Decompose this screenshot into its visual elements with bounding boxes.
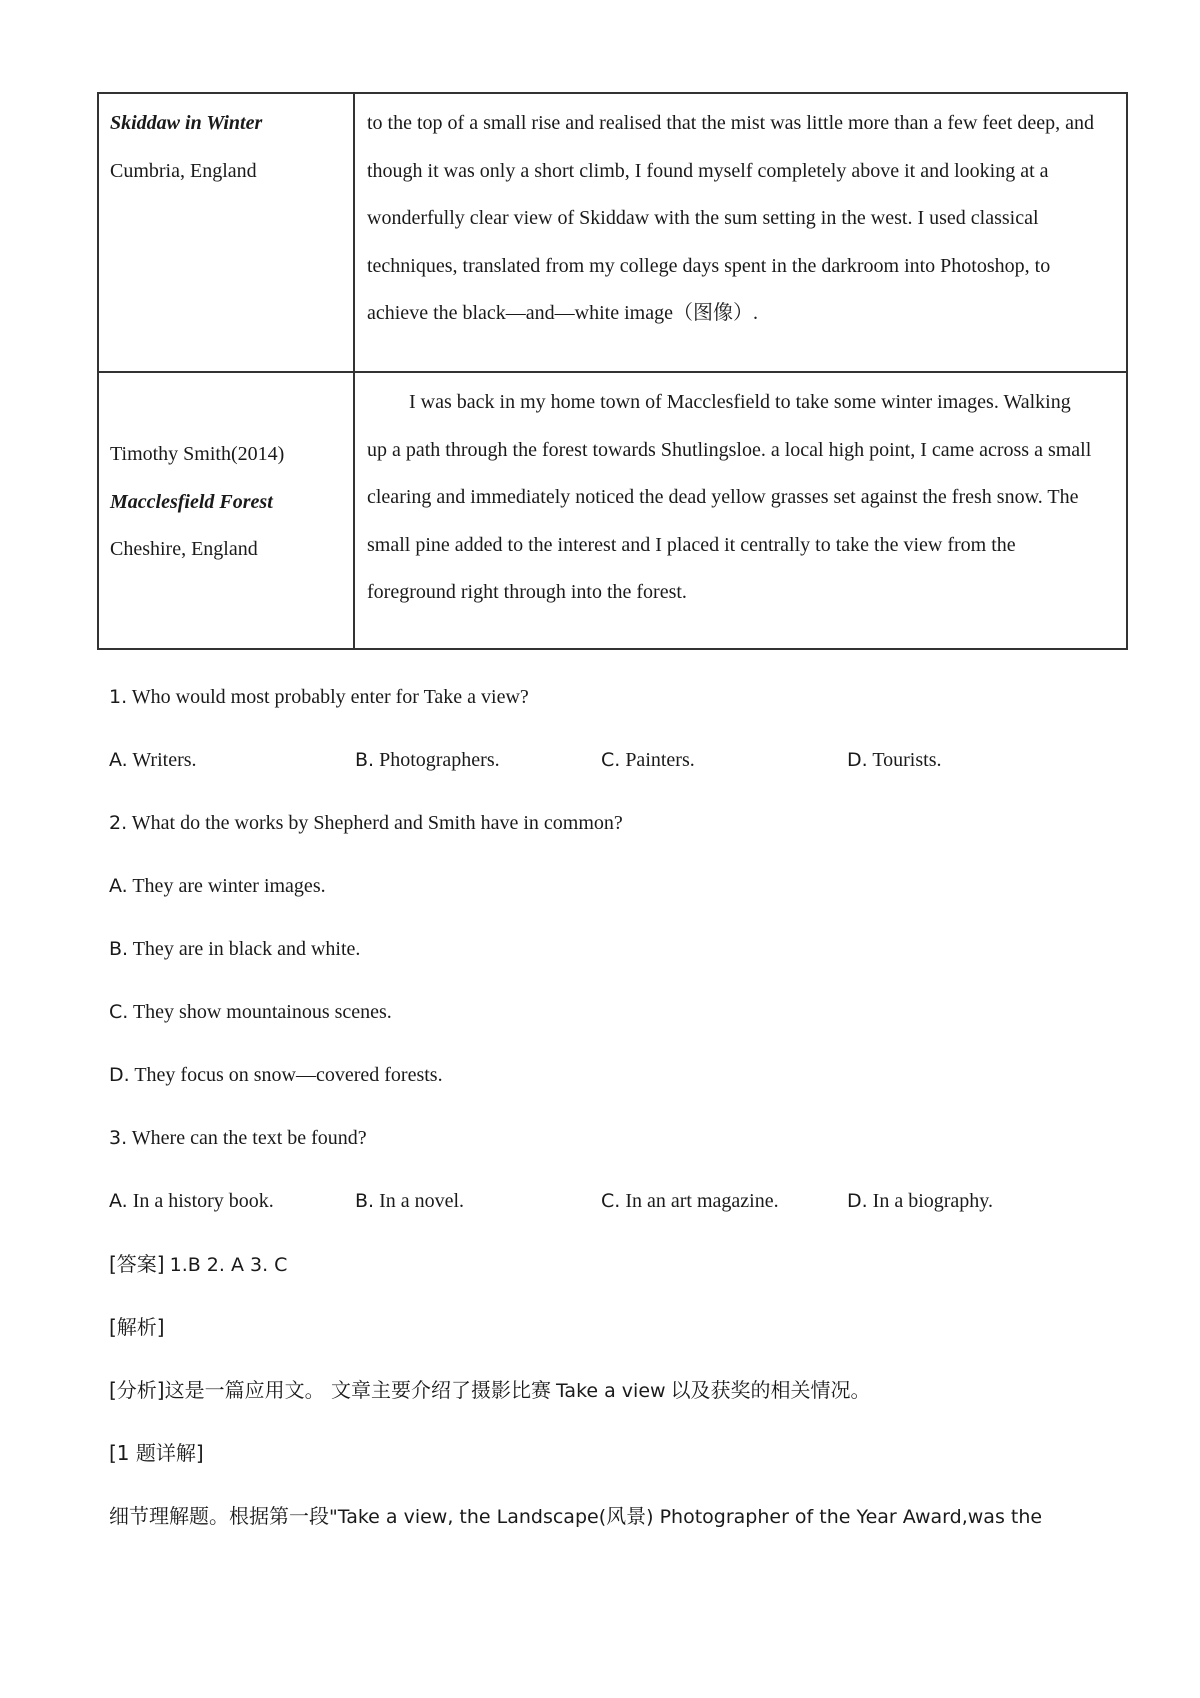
option-d — [109, 1061, 443, 1089]
work-title: Skiddaw in Winter — [110, 112, 263, 134]
option-letter: D. — [847, 749, 868, 771]
question-text: What do the works by Shepherd and Smith have in common? — [131, 812, 623, 834]
option-text: In a novel. — [379, 1190, 465, 1212]
detail-1-label: [1 题详解] — [109, 1441, 204, 1465]
option-letter: C. — [601, 749, 621, 771]
option-a — [109, 872, 326, 900]
answer-value: 1.B 2. A 3. C — [169, 1254, 288, 1276]
table-row — [98, 372, 1127, 649]
question-text: Where can the text be found? — [131, 1127, 367, 1149]
question-2 — [109, 809, 623, 837]
analysis-label: [解析] — [109, 1315, 165, 1339]
option-c — [601, 746, 695, 774]
option-letter: B. — [355, 749, 375, 771]
option-letter: C. — [109, 1001, 129, 1023]
option-letter: B. — [355, 1190, 375, 1212]
question-text: Who would most probably enter for Take a view? — [131, 686, 529, 708]
detail-1-quote-end: ) Photographer of the Year Award,was the — [646, 1506, 1043, 1528]
question-number: 3. — [109, 1127, 128, 1149]
description-line: though it was only a short climb, I found myself completely above it and looking at a — [367, 159, 1049, 182]
option-d — [847, 746, 941, 774]
option-text: They show mountainous scenes. — [132, 1001, 392, 1023]
option-c — [109, 998, 392, 1026]
option-c — [601, 1187, 779, 1215]
detail-1-quote-cn: 风景 — [606, 1504, 647, 1528]
summary-term: Take a view — [555, 1380, 666, 1402]
summary-text: 这是一篇应用文。 文章主要介绍了摄影比赛 — [164, 1378, 551, 1402]
question-number: 2. — [109, 812, 128, 834]
option-text: In a history book. — [132, 1190, 274, 1212]
description-line: up a path through the forest towards Shutlingsloe. a local high point, I came across a small — [367, 438, 1092, 461]
work-meta-cell — [98, 93, 354, 372]
work-author: Timothy Smith(2014) — [110, 443, 285, 466]
option-d — [847, 1187, 993, 1215]
option-text: Writers. — [132, 749, 197, 771]
option-letter: D. — [847, 1190, 868, 1212]
work-location: Cheshire, England — [110, 538, 258, 561]
option-letter: B. — [109, 938, 129, 960]
option-letter: A. — [109, 749, 128, 771]
detail-1-quote: "Take a view, the Landscape( — [329, 1506, 607, 1528]
works-table — [97, 92, 1128, 650]
description-line: foreground right through into the forest. — [367, 581, 687, 603]
option-text: In an art magazine. — [625, 1190, 779, 1212]
work-location: Cumbria, England — [110, 159, 257, 182]
description-line: to the top of a small rise and realised that the mist was little more than a few feet deep, and — [367, 112, 1094, 134]
option-text: They are in black and white. — [132, 938, 361, 960]
description-line: I was back in my home town of Macclesfield to take some winter images. Walking — [409, 391, 1071, 413]
option-b — [355, 746, 500, 774]
question-1 — [109, 683, 529, 711]
work-meta-cell — [98, 372, 354, 649]
answer-label: [答案] — [109, 1252, 165, 1276]
option-b — [355, 1187, 464, 1215]
question-3 — [109, 1124, 367, 1152]
option-text: Photographers. — [379, 749, 500, 771]
option-text: They are winter images. — [132, 875, 326, 897]
work-description-cell — [354, 372, 1127, 649]
detail-1-line — [109, 1502, 1042, 1531]
option-text: In a biography. — [872, 1190, 994, 1212]
answer-line — [109, 1250, 287, 1279]
work-title: Macclesfield Forest — [110, 490, 273, 513]
question-number: 1. — [109, 686, 128, 708]
option-letter: C. — [601, 1190, 621, 1212]
option-a — [109, 746, 197, 774]
description-line: techniques, translated from my college days spent in the darkroom into Photoshop, to — [367, 254, 1051, 277]
table-row — [98, 93, 1127, 372]
summary-text-end: 以及获奖的相关情况。 — [670, 1378, 871, 1402]
description-line: clearing and immediately noticed the dead yellow grasses set against the fresh snow. The — [367, 486, 1079, 508]
option-letter: D. — [109, 1064, 130, 1086]
option-a — [109, 1187, 274, 1215]
detail-1-text: 细节理解题。根据第一段 — [109, 1504, 329, 1528]
summary-label: [分析] — [109, 1378, 165, 1402]
option-text: They focus on snow—covered forests. — [134, 1064, 443, 1086]
option-letter: A. — [109, 1190, 128, 1212]
summary-line — [109, 1376, 871, 1405]
description-line: small pine added to the interest and I placed it centrally to take the view from the — [367, 533, 1016, 556]
description-line: wonderfully clear view of Skiddaw with the sum setting in the west. I used classical — [367, 207, 1039, 229]
description-line: achieve the black—and—white image（图像）. — [367, 302, 758, 324]
option-b — [109, 935, 360, 963]
option-letter: A. — [109, 875, 128, 897]
option-text: Tourists. — [872, 749, 942, 771]
work-description-cell — [354, 93, 1127, 372]
option-text: Painters. — [625, 749, 695, 771]
